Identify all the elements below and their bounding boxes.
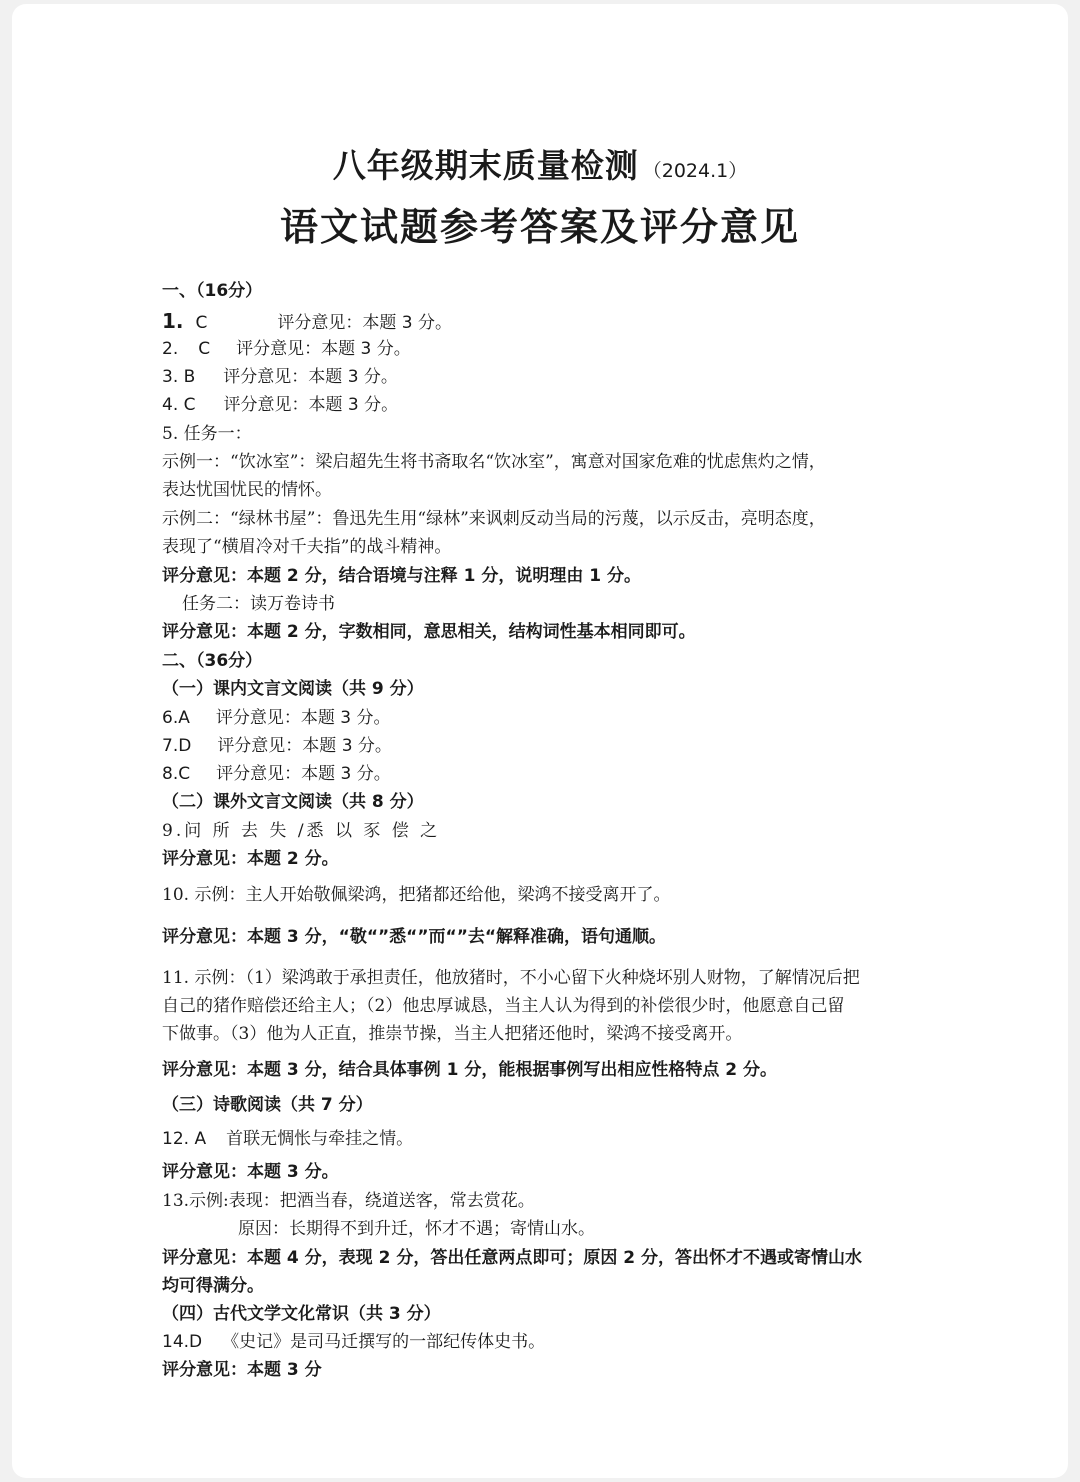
answer-line	[162, 365, 398, 389]
scoring-note: 评分意见：本题 3 分。	[162, 1162, 339, 1182]
answer-line: 9.问 所 去 失 /悉 以 豕 偿 之	[162, 821, 441, 841]
question-number: 2.	[162, 339, 179, 359]
scoring-note: 评分意见：本题 3 分。	[217, 736, 392, 756]
section-heading: 一、（16分）	[162, 281, 263, 301]
scoring-note: 评分意见：本题 2 分。	[162, 849, 339, 869]
section-heading: 二、（36分）	[162, 651, 263, 671]
scoring-note: 均可得满分。	[162, 1276, 264, 1296]
scoring-note: 评分意见：本题 3 分，结合具体事例 1 分，能根据事例写出相应性格特点 2 分。	[162, 1060, 777, 1080]
scoring-note: 评分意见：本题 3 分，“敬“”悉“”而“”去“解释准确，语句通顺。	[162, 927, 667, 947]
answer-choice: 4. C	[162, 395, 196, 415]
answer-line	[162, 1127, 413, 1151]
answer-line	[162, 762, 391, 786]
answer-choice: C	[195, 313, 208, 333]
scoring-note: 评分意见：本题 3 分。	[236, 339, 411, 359]
scoring-note: 评分意见：本题 3 分。	[223, 367, 398, 387]
example-text: 示例二：“绿林书屋”：鲁迅先生用“绿林”来讽刺反动当局的污蔑，以示反击，亮明态度，	[162, 509, 826, 529]
answer-choice: C	[198, 339, 211, 359]
answer-line: 11. 示例：（1）梁鸿敢于承担责任，他放猪时，不小心留下火种烧坏别人财物，了解情况后把	[162, 968, 860, 988]
scoring-note: 评分意见：本题 3 分。	[215, 708, 391, 728]
question-number: 1.	[162, 309, 184, 333]
answer-line: 下做事。（3）他为人正直，推崇节操，当主人把猪还他时，梁鸿不接受离开。	[162, 1024, 743, 1044]
document-title	[0, 140, 1080, 187]
answer-line	[162, 1330, 545, 1354]
title-text: 八年级期末质量检测	[332, 146, 639, 185]
scoring-note: 评分意见：本题 3 分。	[277, 313, 453, 333]
scoring-note: 评分意见：本题 3 分。	[216, 764, 391, 784]
answer-line	[162, 393, 398, 417]
answer-line	[162, 337, 411, 361]
answer-line	[162, 706, 390, 730]
answer-choice: 7.D	[162, 736, 192, 756]
question-heading: 5. 任务一：	[162, 424, 252, 444]
subsection-heading: （一）课内文言文阅读（共 9 分）	[162, 679, 424, 699]
scoring-note: 评分意见：本题 3 分。	[223, 395, 399, 415]
answer-text: 首联无惆怅与牵挂之情。	[226, 1129, 414, 1149]
scoring-note: 评分意见：本题 4 分，表现 2 分，答出任意两点即可；原因 2 分，答出怀才不遇或寄情山水	[162, 1248, 862, 1268]
answer-line: 原因：长期得不到升迁，怀才不遇；寄情山水。	[238, 1219, 595, 1239]
answer-choice: 14.D	[162, 1332, 203, 1352]
answer-choice: 8.C	[162, 764, 191, 784]
example-text: 示例一：“饮冰室”：梁启超先生将书斋取名“饮冰室”，寓意对国家危难的忧虑焦灼之情，	[162, 452, 826, 472]
scoring-note: 评分意见：本题 2 分，结合语境与注释 1 分，说明理由 1 分。	[162, 566, 641, 586]
subsection-heading: （四）古代文学文化常识（共 3 分）	[162, 1304, 441, 1324]
answer-line: 13.示例:表现：把酒当春，绕道送客，常去赏花。	[162, 1191, 535, 1211]
example-text: 表达忧国忧民的情怀。	[162, 480, 332, 500]
subsection-heading: （三）诗歌阅读（共 7 分）	[162, 1095, 373, 1115]
scoring-note: 评分意见：本题 3 分	[162, 1360, 322, 1380]
answer-line: 10. 示例：主人开始敬佩梁鸿，把猪都还给他，梁鸿不接受离开了。	[162, 885, 671, 905]
answer-line: 自己的猪作赔偿还给主人；（2）他忠厚诚恳，当主人认为得到的补偿很少时，他愿意自己留	[162, 996, 845, 1016]
answer-choice: 6.A	[162, 708, 190, 728]
answer-choice: 12. A	[162, 1129, 207, 1149]
scoring-note: 评分意见：本题 2 分，字数相同，意思相关，结构词性基本相同即可。	[162, 622, 696, 642]
task-line: 任务二：读万卷诗书	[182, 594, 335, 614]
answer-line	[162, 309, 452, 335]
document-subtitle: 语文试题参考答案及评分意见	[279, 205, 800, 249]
subsection-heading: （二）课外文言文阅读（共 8 分）	[162, 792, 424, 812]
answer-line	[162, 734, 392, 758]
title-date: （2024.1）	[642, 160, 748, 182]
answer-text: 《史记》是司马迁撰写的一部纪传体史书。	[222, 1332, 546, 1352]
example-text: 表现了“横眉冷对千夫指”的战斗精神。	[162, 537, 452, 557]
answer-choice: 3. B	[162, 367, 196, 387]
